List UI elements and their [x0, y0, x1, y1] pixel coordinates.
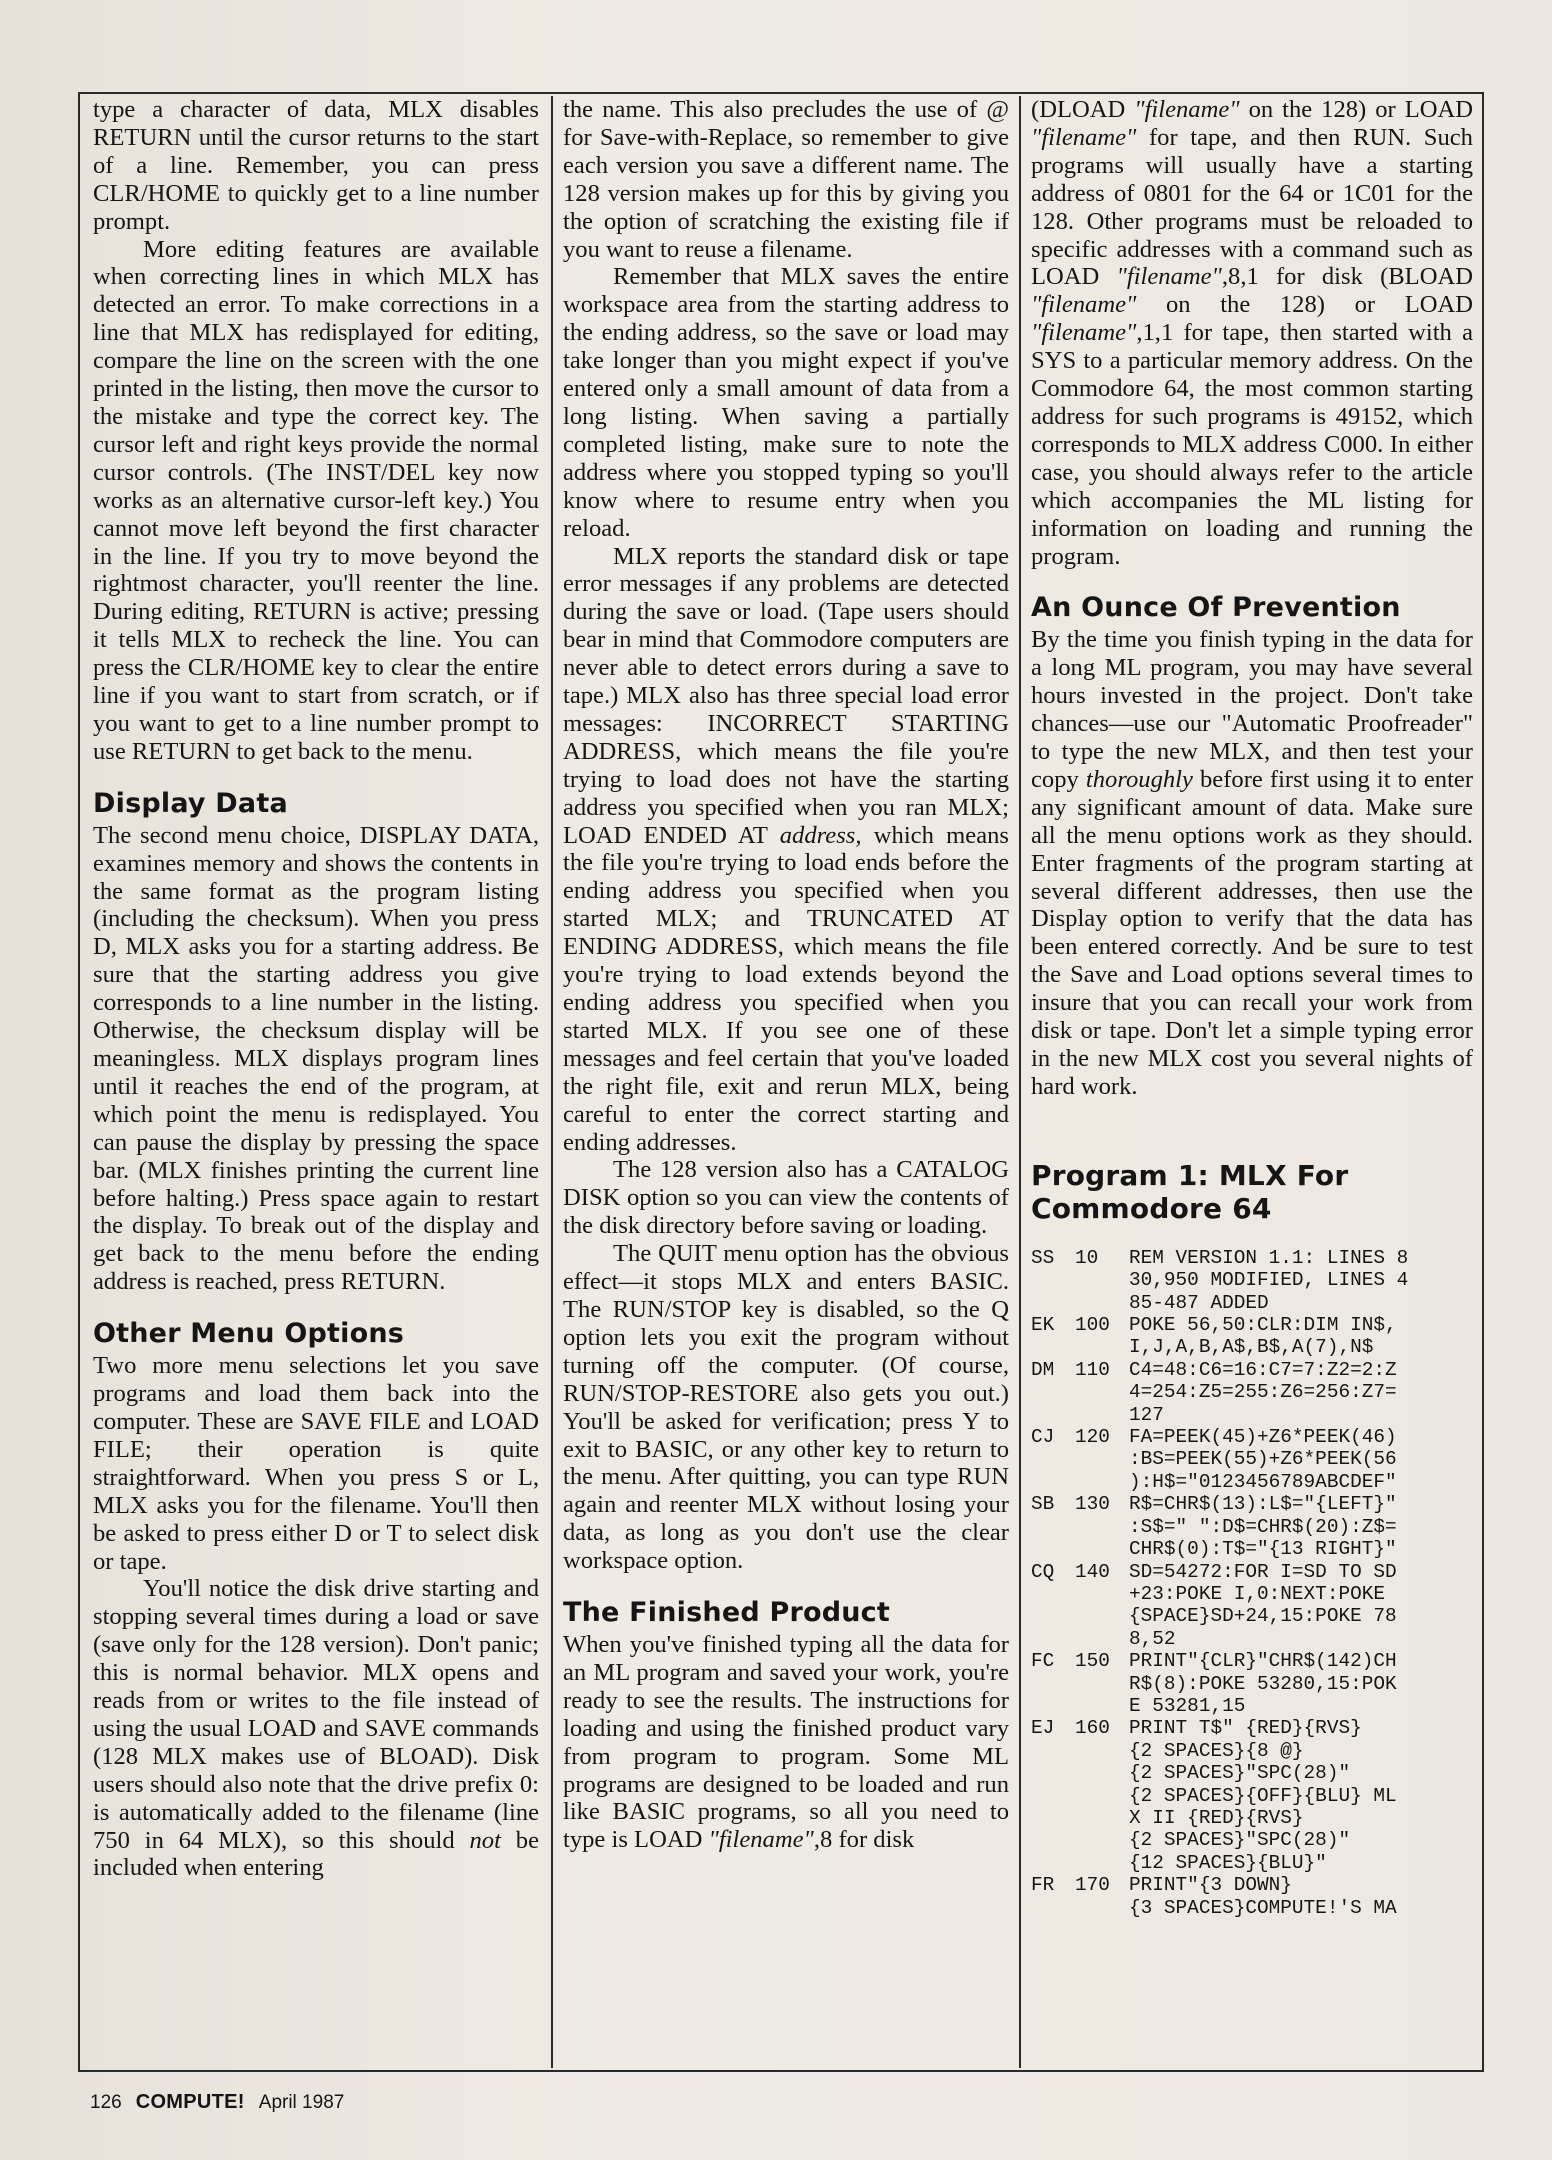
section-heading-ounce-of-prevention: An Ounce Of Prevention	[1031, 592, 1401, 624]
paragraph: The QUIT menu option has the obvious effect—it stops MLX and enters BASIC. The RUN/STOP key is disabled, so the Q option lets you exit the program without turning off the computer. (Of course, RUN/STOP-RESTORE also gets you out.) You'll be asked for verification; press Y to exit to BASIC, or any other key to return to the menu. After quitting, you can type RUN again and reenter MLX without losing your data, as long as you don't use the clear workspace option.	[563, 1240, 1009, 1575]
listing-code: R$=CHR$(13):L$="{LEFT}" :S$=" ":D$=CHR$(20):Z$= CHR$(0):T$="{13 RIGHT}"	[1129, 1493, 1397, 1561]
listing-checksum: DM	[1031, 1358, 1055, 1381]
emphasis: "filename"	[1031, 319, 1137, 347]
listing-code: REM VERSION 1.1: LINES 8 30,950 MODIFIED, LINES 4 85-487 ADDED	[1129, 1246, 1409, 1314]
text-run: for tape, and then RUN. Such programs will usually have a starting address of 0801 for the 64 or 1C01 for the 128. Other programs must be reloaded to specific addresses with a command such as LOAD	[1031, 123, 1473, 291]
listing-code: FA=PEEK(45)+Z6*PEEK(46) :BS=PEEK(55)+Z6*PEEK(56 ):H$="0123456789ABCDEF"	[1129, 1426, 1397, 1493]
paragraph: type a character of data, MLX disables RETURN until the cursor returns to the start of a line. Remember, you can press CLR/HOME to quickly get to a line number prompt.	[93, 96, 539, 235]
listing-code: PRINT"{3 DOWN} {3 SPACES}COMPUTE!'S MA	[1129, 1874, 1397, 1919]
paragraph	[563, 1631, 1009, 1854]
listing-checksum: FR	[1031, 1874, 1055, 1897]
listing-checksum: CQ	[1031, 1560, 1055, 1583]
paragraph	[93, 1575, 539, 1882]
listing-checksum: SS	[1031, 1246, 1055, 1269]
listing-line	[1031, 1717, 1473, 1874]
listing-line	[1031, 1247, 1473, 1314]
listing-line-number: 160	[1075, 1717, 1110, 1740]
text-run: You'll notice the disk drive starting and stopping several times during a load or save (save only for the 128 version). Don't panic; this is normal behavior. MLX opens and reads from or writes to the file instead of using the usual LOAD and SAVE commands (128 MLX makes use of BLOAD). Disk users should also note that the drive prefix 0: is automatically added to the filename (line 750 in 64 MLX), so this should	[93, 1575, 539, 1854]
text-run: By the time you finish typing in the data for a long ML program, you may have several hours invested in the project. Don't take chances—use our "Automatic Proofreader" to type the new MLX, and then test your copy	[1031, 626, 1473, 793]
page-footer	[90, 2091, 344, 2121]
paragraph: the name. This also precludes the use of @ for Save-with-Replace, so remember to give each version you save a different name. The 128 version makes up for this by giving you the option of scratching the existing file if you want to reuse a filename.	[563, 96, 1009, 263]
listing-line-number: 150	[1075, 1650, 1110, 1673]
column-2	[563, 96, 1009, 2068]
listing-line	[1031, 1359, 1473, 1426]
listing-line	[1031, 1314, 1473, 1359]
listing-code: SD=54272:FOR I=SD TO SD +23:POKE I,0:NEXT:POKE {SPACE}SD+24,15:POKE 78 8,52	[1129, 1560, 1397, 1650]
emphasis: "filename"	[708, 1826, 814, 1854]
paragraph: More editing features are available when correcting lines in which MLX has detected an error. To make corrections in a line that MLX has redisplayed for editing, compare the line on the screen with the one printed in the listing, then move the cursor to the mistake and type the correct key. The cursor left and right keys provide the normal cursor controls. (The INST/DEL key now works as an alternative cursor-left key.) You cannot move left beyond the first character in the line. If you try to move beyond the rightmost character, you'll reenter the line. During editing, RETURN is active; pressing it tells MLX to recheck the line. You can press the CLR/HOME key to clear the entire line if you want to start from scratch, or if you want to get to a line number prompt to use RETURN to get back to the menu.	[93, 235, 539, 765]
text-run: which means the file you're trying to load ends before the ending address you specified when you started MLX; and TRUNCATED AT ENDING ADDRESS, which means the file you're trying to load extends beyond the ending address you specified when you started MLX. If you see one of these messages and feel certain that you've loaded the right file, exit and rerun MLX, being careful to enter the correct starting and ending addresses.	[563, 821, 1009, 1156]
text-run: ,1,1 for tape, then started with a SYS to a particular memory address. On the Commodore 64, the most common starting address for such programs is 49152, which corresponds to MLX address C000. In either case, you should always refer to the article which accompanies the ML listing for information on loading and running the program.	[1031, 319, 1473, 570]
listing-line	[1031, 1874, 1473, 1919]
listing-code: C4=48:C6=16:C7=7:Z2=2:Z 4=254:Z5=255:Z6=256:Z7= 127	[1129, 1358, 1397, 1426]
listing-line-number: 110	[1075, 1358, 1110, 1381]
paragraph: Remember that MLX saves the entire workspace area from the starting address to the ending address, so the save or load may take longer than you might expect if you've entered only a small amount of data from a long listing. When saving a partially completed listing, make sure to note the address where you stopped typing so you'll know where to resume entry when you reload.	[563, 263, 1009, 542]
listing-line-number: 140	[1075, 1560, 1110, 1583]
section-heading-other-menu-options: Other Menu Options	[93, 1318, 405, 1350]
text-run: before first using it to enter any significant amount of data. Make sure all the menu options work as they should. Enter fragments of the program starting at several different addresses, then use the Display option to verify that the data has been entered correctly. And be sure to test the Save and Load options several times to insure that you can recall your work from disk or tape. Don't let a simple typing error in the new MLX cost you several nights of hard work.	[1031, 765, 1473, 1100]
magazine-name: COMPUTE!	[135, 2091, 245, 2113]
column-1	[93, 96, 539, 2068]
emphasis: address,	[779, 821, 862, 849]
paragraph	[1031, 96, 1473, 570]
program-listing	[1031, 1247, 1473, 1919]
issue-date: April 1987	[258, 2092, 345, 2113]
listing-line-number: 170	[1075, 1874, 1110, 1897]
text-run: (DLOAD	[1031, 96, 1126, 123]
listing-code: PRINT"{CLR}"CHR$(142)CH R$(8):POKE 53280,15:POK E 53281,15	[1129, 1650, 1397, 1717]
text-run: MLX reports the standard disk or tape error messages if any problems are detected during the save or load. (Tape users should bear in mind that Commodore computers are never able to detect errors during a save to tape.) MLX also has three special load error messages: INCORRECT STARTING ADDRESS, which means the file you're trying to load does not have the starting address you specified when you ran MLX; LOAD ENDED AT	[563, 542, 1009, 849]
text-run: on the 128) or LOAD	[1165, 291, 1473, 319]
section-heading-finished-product: The Finished Product	[563, 1597, 890, 1629]
listing-line-number: 120	[1075, 1426, 1110, 1449]
emphasis: thoroughly	[1085, 765, 1193, 793]
emphasis: "filename"	[1116, 263, 1222, 291]
listing-line-number: 10	[1075, 1246, 1099, 1269]
emphasis: "filename"	[1134, 96, 1240, 123]
listing-line	[1031, 1561, 1473, 1651]
listing-code: PRINT T$" {RED}{RVS} {2 SPACES}{8 @} {2 SPACES}"SPC(28)" {2 SPACES}{OFF}{BLU} ML X II {RED}{RVS} {2 SPACES}"SPC(28)" {12 SPACES}{BLU}"	[1129, 1717, 1397, 1874]
paragraph	[563, 543, 1009, 1157]
listing-line	[1031, 1426, 1473, 1493]
column-divider	[551, 96, 553, 2068]
page-number: 126	[90, 2092, 122, 2113]
listing-line-number: 130	[1075, 1493, 1110, 1516]
paragraph: The 128 version also has a CATALOG DISK option so you can view the contents of the disk directory before saving or loading.	[563, 1156, 1009, 1240]
listing-line	[1031, 1650, 1473, 1717]
emphasis: "filename"	[1031, 123, 1137, 151]
emphasis: not	[469, 1826, 501, 1854]
listing-code: POKE 56,50:CLR:DIM IN$, I,J,A,B,A$,B$,A(7),N$	[1129, 1314, 1397, 1359]
listing-checksum: CJ	[1031, 1426, 1055, 1449]
text-run: ,8,1 for disk (BLOAD	[1221, 263, 1473, 291]
emphasis: "filename"	[1031, 291, 1137, 319]
section-heading-display-data: Display Data	[93, 787, 288, 819]
listing-checksum: EK	[1031, 1314, 1055, 1337]
column-divider	[1019, 96, 1021, 2068]
paragraph: The second menu choice, DISPLAY DATA, examines memory and shows the contents in the same format as the program listing (including the checksum). When you press D, MLX asks you for a starting address. Be sure that the starting address you give corresponds to a line number in the listing. Otherwise, the checksum display will be meaningless. MLX displays program lines until it reaches the end of the program, at which point the menu is redisplayed. You can pause the display by pressing the space bar. (MLX finishes printing the current line before halting.) Press space again to restart the display. To break out of the display and get back to the menu before the ending address is reached, press RETURN.	[93, 821, 539, 1296]
listing-line	[1031, 1493, 1473, 1560]
text-run: ,8 for disk	[813, 1826, 915, 1854]
listing-checksum: FC	[1031, 1650, 1055, 1673]
text-run: When you've finished typing all the data for an ML program and saved your work, you're ready to see the results. The instructions for loading and using the finished product vary from program to program. Some ML programs are designed to be loaded and run like BASIC programs, so all you need to type is LOAD	[563, 1631, 1009, 1854]
text-run: be included when entering	[93, 1826, 539, 1882]
column-3	[1031, 96, 1473, 2068]
paragraph	[1031, 626, 1473, 1100]
listing-checksum: SB	[1031, 1493, 1055, 1516]
text-run: on the 128) or LOAD	[1248, 96, 1473, 123]
listing-line-number: 100	[1075, 1314, 1110, 1337]
listing-checksum: EJ	[1031, 1717, 1055, 1740]
paragraph: Two more menu selections let you save programs and load them back into the computer. These are SAVE FILE and LOAD FILE; their operation is quite straightforward. When you press S or L, MLX asks you for the filename. You'll then be asked to press either D or T to select disk or tape.	[93, 1352, 539, 1575]
program-listing-title: Program 1: MLX For Commodore 64	[1031, 1158, 1349, 1225]
